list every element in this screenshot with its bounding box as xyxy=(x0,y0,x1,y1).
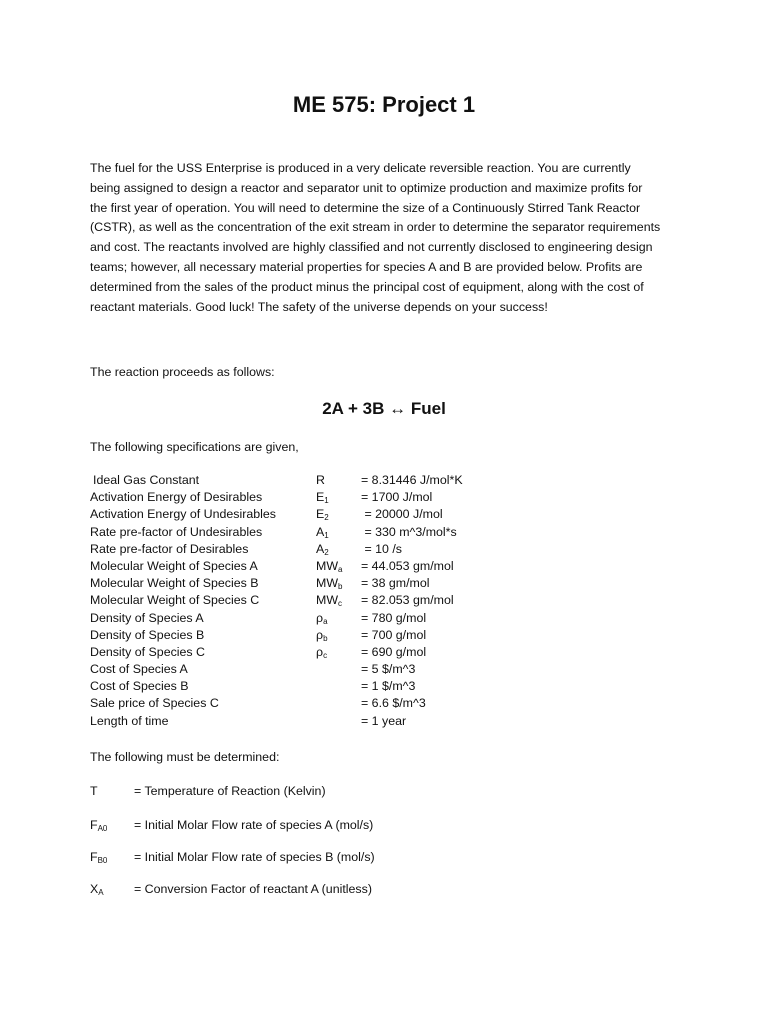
spec-row xyxy=(90,696,590,713)
intro-line: being assigned to design a reactor and separator unit to optimize production and maximize profits for xyxy=(90,180,643,195)
spec-row xyxy=(90,507,590,524)
reaction-equation: 2A + 3B ↔ Fuel xyxy=(322,399,446,418)
spec-row xyxy=(90,576,590,593)
spec-symbol: $E_1$ xyxy=(316,490,329,506)
spec-lead-text: The following specifications are given, xyxy=(90,440,299,454)
spec-symbol: R xyxy=(316,473,325,487)
intro-line: the first year of operation. You will need to determine the size of a Continuously Stirred Tank Reactor xyxy=(90,200,641,215)
determined-lead-text: The following must be determined: xyxy=(90,750,280,764)
intro-line: The fuel for the USS Enterprise is produced in a very delicate reversible reaction. You are currently xyxy=(90,161,631,175)
intro-paragraph xyxy=(90,159,690,317)
spec-value: = 6.6 $/m^3 xyxy=(361,696,426,711)
spec-row xyxy=(90,662,590,679)
determined-symbol: $F_{B0}$ xyxy=(90,850,108,865)
spec-name: Length of time xyxy=(90,713,169,728)
spec-name: Activation Energy of Desirables xyxy=(90,490,263,505)
determined-symbol: $F_{A0}$ xyxy=(90,818,108,833)
spec-name: Molecular Weight of Species C xyxy=(90,593,260,608)
determined-row xyxy=(90,784,590,802)
spec-value: = 82.053 gm/mol xyxy=(361,593,454,608)
spec-value: = 780 g/mol xyxy=(361,610,427,625)
intro-line: and cost. The reactants involved are highly classified and not currently disclosed to engineering design xyxy=(90,240,653,255)
spec-row xyxy=(90,490,590,507)
spec-name: Molecular Weight of Species B xyxy=(90,576,259,591)
spec-value: = 1700 J/mol xyxy=(361,490,433,505)
spec-value: = 20000 J/mol xyxy=(361,507,443,522)
determined-description: = Initial Molar Flow rate of species B (mol/s) xyxy=(134,850,375,864)
spec-name: Sale price of Species C xyxy=(90,696,219,711)
spec-symbol: $MW_a$ xyxy=(316,558,343,574)
spec-value: = 700 g/mol xyxy=(361,627,427,642)
determined-symbol: T xyxy=(90,784,98,798)
determined-description: = Temperature of Reaction (Kelvin) xyxy=(134,784,326,798)
spec-row xyxy=(90,714,590,731)
spec-name: Cost of Species A xyxy=(90,662,188,677)
spec-name: Ideal Gas Constant xyxy=(93,473,200,487)
spec-name: Rate pre-factor of Desirables xyxy=(90,541,249,556)
spec-row xyxy=(90,611,590,628)
intro-line: reactant materials. Good luck! The safety of the universe depends on your success! xyxy=(90,299,548,314)
determined-row xyxy=(90,882,590,900)
determined-description: = Initial Molar Flow rate of species A (mol/s) xyxy=(134,818,374,832)
spec-value: = 38 gm/mol xyxy=(361,576,430,591)
page-title: ME 575: Project 1 xyxy=(292,92,476,117)
spec-symbol: $\rho_c$ xyxy=(316,644,328,660)
intro-line: determined from the sales of the product minus the principal cost of equipment, along with the cost of xyxy=(90,279,644,294)
spec-name: Cost of Species B xyxy=(90,679,189,694)
spec-name: Activation Energy of Undesirables xyxy=(90,507,276,522)
spec-value: = 8.31446 J/mol*K xyxy=(361,473,463,487)
spec-value: = 10 /s xyxy=(361,541,402,556)
spec-table xyxy=(90,473,590,731)
spec-row xyxy=(90,628,590,645)
spec-name: Density of Species C xyxy=(90,644,206,659)
intro-line: (CSTR), as well as the concentration of the exit stream in order to determine the separator requirements xyxy=(90,220,661,235)
spec-row xyxy=(90,542,590,559)
spec-row xyxy=(90,473,590,490)
spec-value: = 1 $/m^3 xyxy=(361,679,416,694)
spec-symbol: $MW_c$ xyxy=(316,593,343,609)
spec-symbol: $\rho_a$ xyxy=(316,610,328,626)
spec-row xyxy=(90,525,590,542)
spec-symbol: $A_1$ xyxy=(316,524,329,540)
spec-name: Molecular Weight of Species A xyxy=(90,558,258,573)
spec-symbol: $A_2$ xyxy=(316,541,329,557)
determined-symbol: $X_A$ xyxy=(90,882,104,897)
spec-symbol: $MW_b$ xyxy=(316,576,343,592)
determined-row xyxy=(90,850,590,868)
spec-row xyxy=(90,559,590,576)
spec-name: Rate pre-factor of Undesirables xyxy=(90,524,263,539)
spec-value: = 44.053 gm/mol xyxy=(361,558,454,573)
spec-value: = 330 m^3/mol*s xyxy=(361,524,457,539)
reaction-lead-text: The reaction proceeds as follows: xyxy=(90,365,275,379)
spec-symbol: $E_2$ xyxy=(316,507,329,523)
spec-row xyxy=(90,645,590,662)
spec-symbol: $\rho_b$ xyxy=(316,627,328,643)
spec-name: Density of Species B xyxy=(90,627,205,642)
intro-line: teams; however, all necessary material properties for species A and B are provided below. Profits are xyxy=(90,259,643,274)
spec-value: = 690 g/mol xyxy=(361,644,427,659)
spec-value: = 5 $/m^3 xyxy=(361,662,416,677)
spec-value: = 1 year xyxy=(361,713,407,728)
spec-name: Density of Species A xyxy=(90,610,204,625)
determined-row xyxy=(90,818,590,836)
determined-description: = Conversion Factor of reactant A (unitless) xyxy=(134,882,372,896)
spec-row xyxy=(90,593,590,610)
spec-row xyxy=(90,679,590,696)
